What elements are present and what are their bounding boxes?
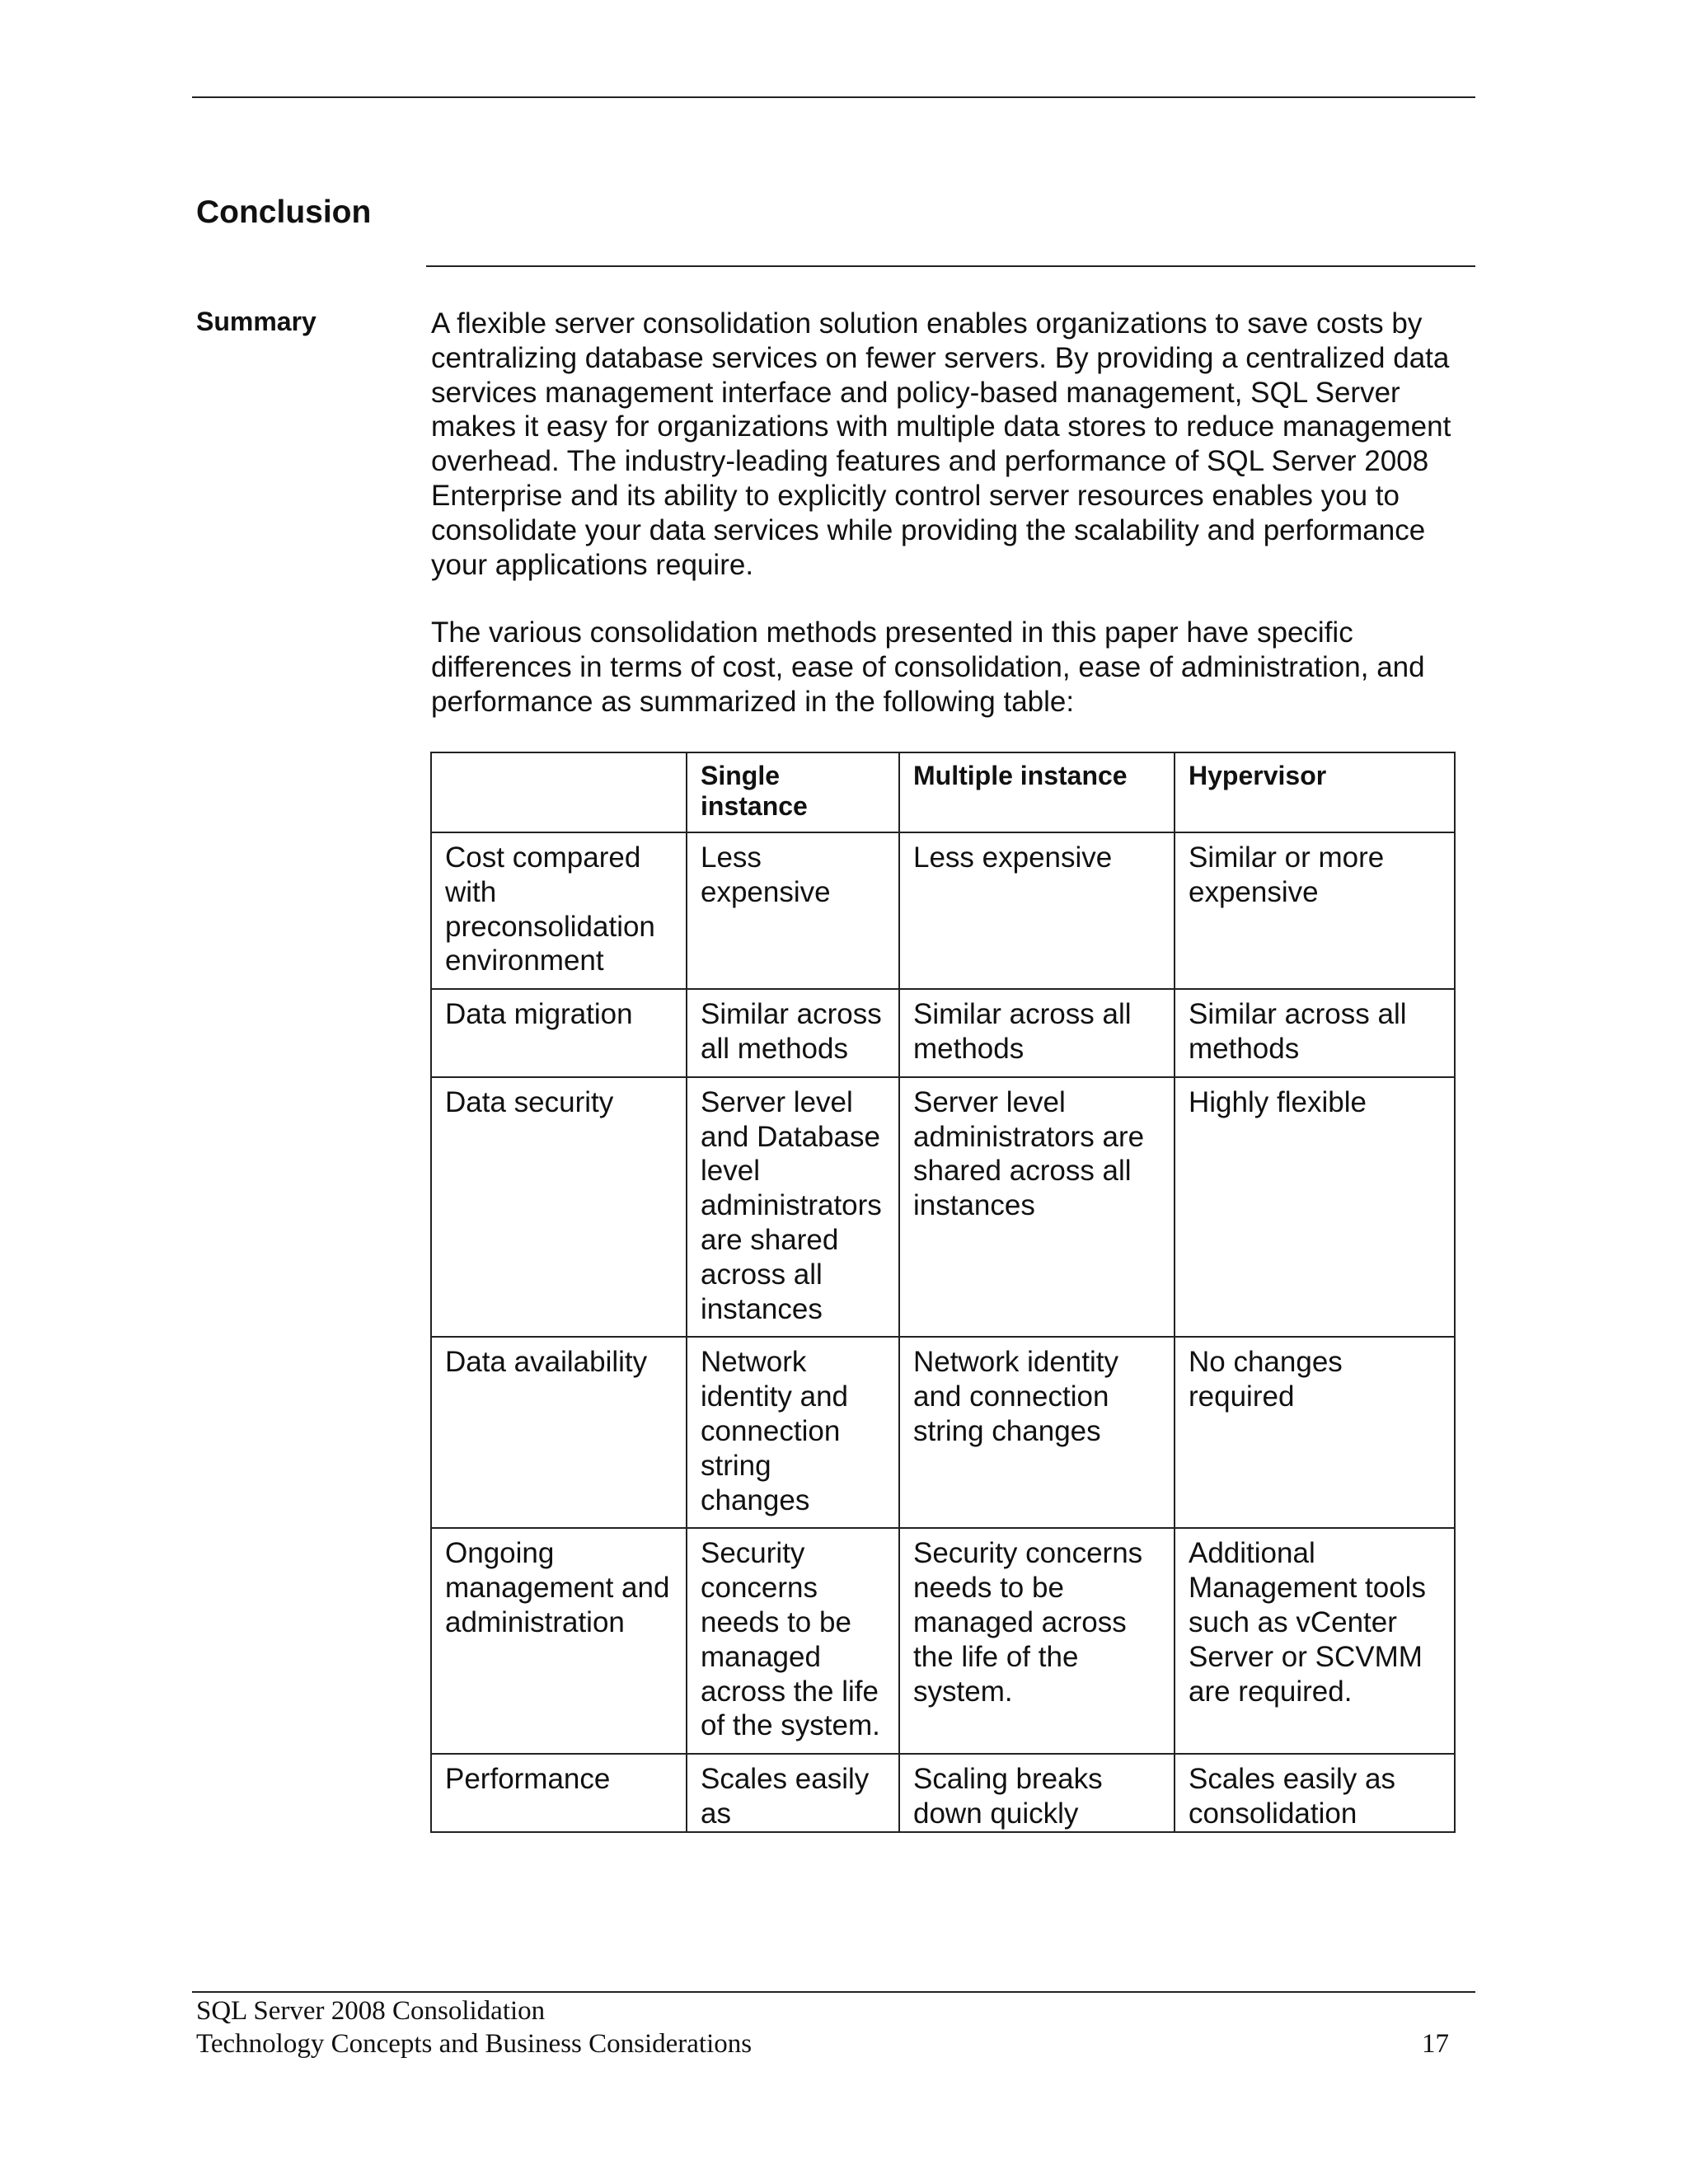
row-label-cell: Ongoing management and administration bbox=[431, 1528, 687, 1754]
header-rule bbox=[192, 96, 1475, 98]
table-cell: Additional Management tools such as vCenter Server or SCVMM are required. bbox=[1175, 1528, 1455, 1754]
table-cell: Network identity and connection string changes bbox=[687, 1337, 899, 1528]
table-row bbox=[431, 1077, 1455, 1338]
row-label-cell: Cost compared with preconsolidation environment bbox=[431, 832, 687, 989]
table-row bbox=[431, 1337, 1455, 1528]
table-cell: Similar or more expensive bbox=[1175, 832, 1455, 989]
header-cell bbox=[431, 752, 687, 832]
table-cell: Server level and Database level administrators are shared across all instances bbox=[687, 1077, 899, 1338]
row-label-cell: Data security bbox=[431, 1077, 687, 1338]
table-row bbox=[431, 1528, 1455, 1754]
section-heading: Conclusion bbox=[196, 194, 372, 230]
table-cell: Server level administrators are shared across all instances bbox=[899, 1077, 1175, 1338]
row-label-cell: Data migration bbox=[431, 989, 687, 1077]
table-cell: Less expensive bbox=[687, 832, 899, 989]
row-label-cell: Data availability bbox=[431, 1337, 687, 1528]
summary-paragraph: A flexible server consolidation solution enables organizations to save costs by centralizing database services on fewer servers. By providing a centralized data services management interface and policy-based management, SQL Server makes it easy for organizations with multiple data stores to reduce management overhead. The industry-leading features and performance of SQL Server 2008 Enterprise and its ability to explicitly control server resources enables you to consolidate your data services while providing the scalability and performance your applications require. bbox=[431, 307, 1451, 581]
table-cell: Similar across all methods bbox=[899, 989, 1175, 1077]
page-number: 17 bbox=[1422, 2029, 1449, 2059]
header-cell: Hypervisor bbox=[1175, 752, 1455, 832]
comparison-table bbox=[430, 752, 1456, 1833]
section-rule bbox=[426, 265, 1475, 267]
header-cell: Single instance bbox=[687, 752, 899, 832]
table-row bbox=[431, 989, 1455, 1077]
side-label: Summary bbox=[196, 307, 316, 336]
header-cell: Multiple instance bbox=[899, 752, 1175, 832]
table-cell: Scaling breaks down quickly bbox=[899, 1754, 1175, 1832]
page-footer bbox=[196, 1994, 1449, 2060]
table-cell: Scales easily as consolidation bbox=[1175, 1754, 1455, 1832]
table-cell: No changes required bbox=[1175, 1337, 1455, 1528]
table-cell: Highly flexible bbox=[1175, 1077, 1455, 1338]
table-cell: Network identity and connection string changes bbox=[899, 1337, 1175, 1528]
row-label-cell: Performance bbox=[431, 1754, 687, 1832]
table-cell: Security concerns needs to be managed across the life of the system. bbox=[687, 1528, 899, 1754]
footer-rule bbox=[192, 1991, 1475, 1993]
table-row bbox=[431, 1754, 1455, 1832]
table-row bbox=[431, 832, 1455, 989]
table-cell: Similar across all methods bbox=[687, 989, 899, 1077]
table-cell: Security concerns needs to be managed across the life of the system. bbox=[899, 1528, 1175, 1754]
table-cell: Similar across all methods bbox=[1175, 989, 1455, 1077]
table-header-row bbox=[431, 752, 1455, 832]
table-cell: Less expensive bbox=[899, 832, 1175, 989]
table-cell: Scales easily as bbox=[687, 1754, 899, 1832]
footer-title: SQL Server 2008 Consolidation bbox=[196, 1996, 546, 2026]
methods-paragraph: The various consolidation methods presented in this paper have specific differences in terms of cost, ease of consolidation, ease of administration, and performance as summarized in the following table: bbox=[431, 616, 1425, 718]
footer-subtitle: Technology Concepts and Business Considerations bbox=[196, 2029, 753, 2059]
